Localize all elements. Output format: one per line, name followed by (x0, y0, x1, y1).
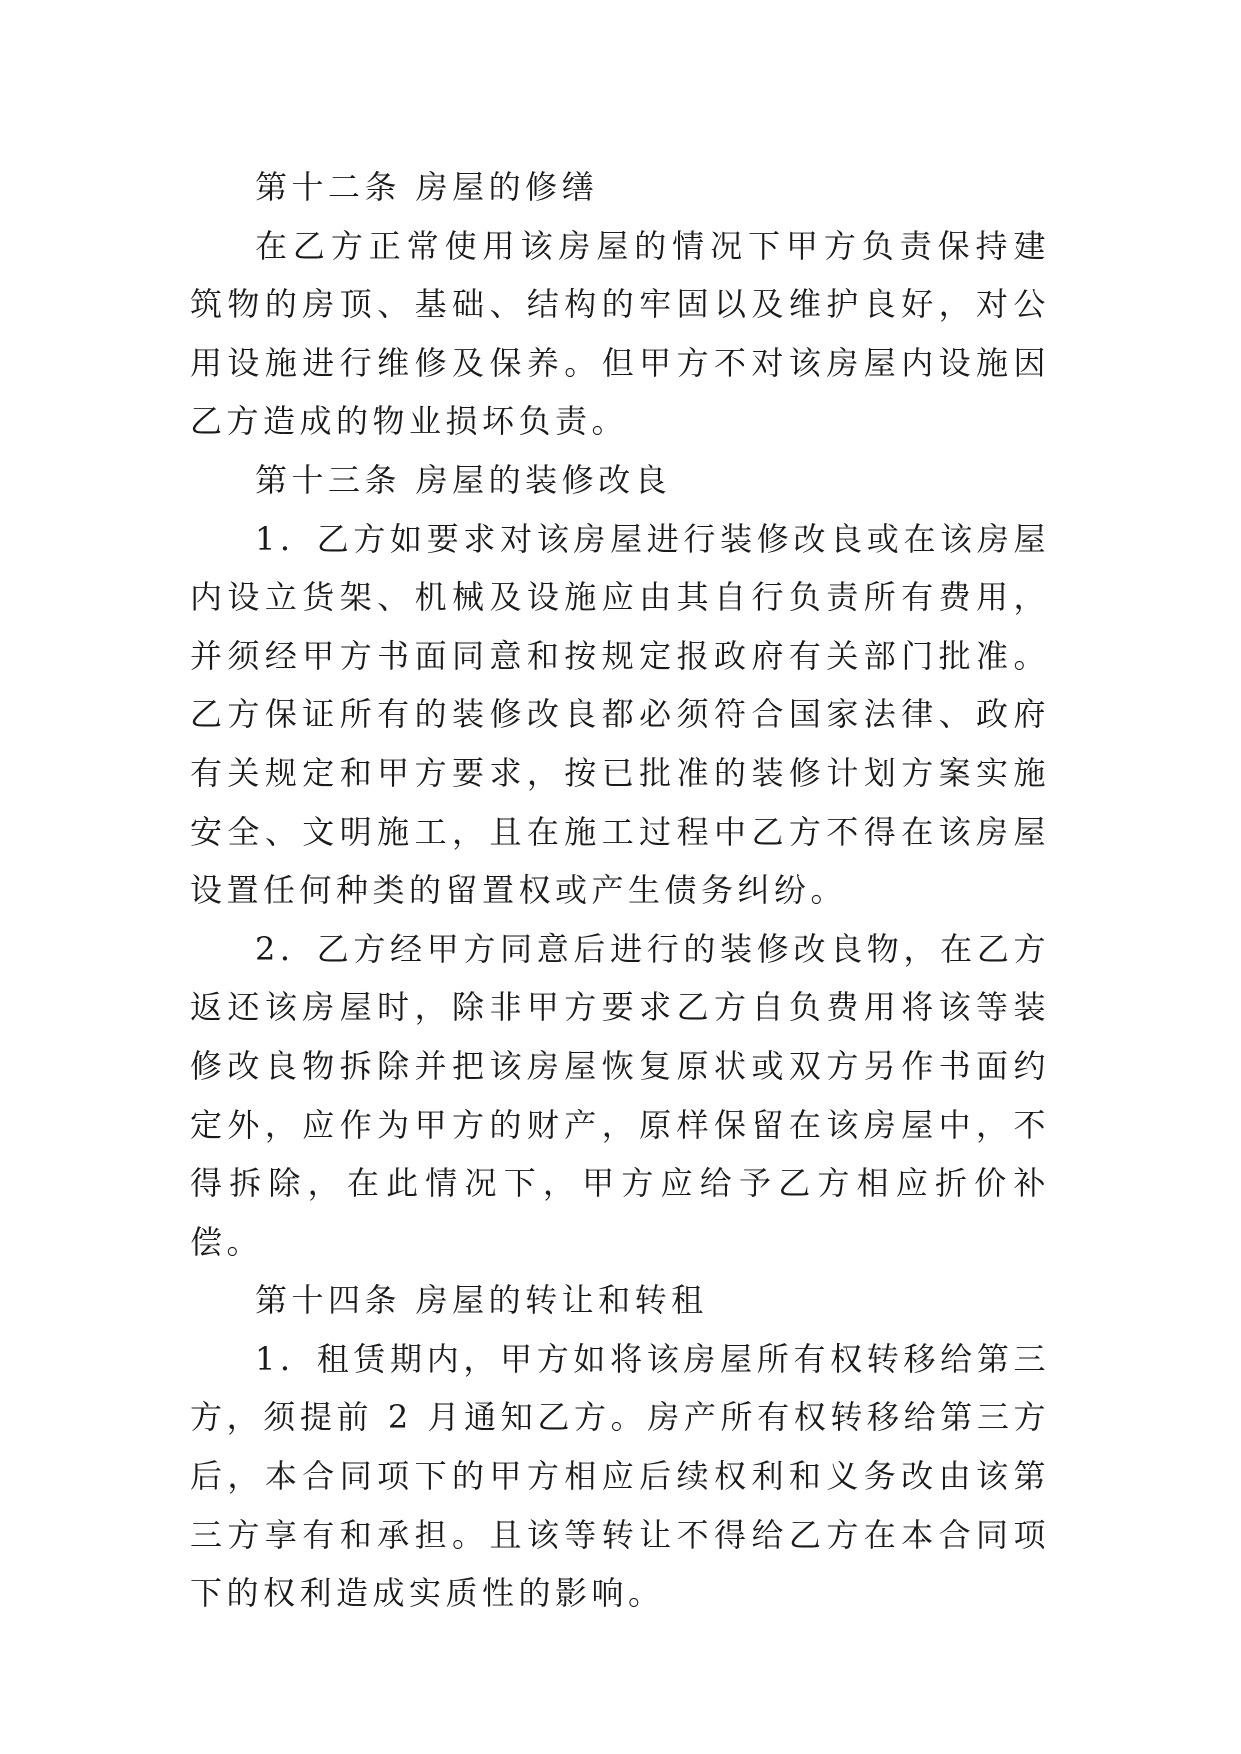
article-14-clause-1: 1．租赁期内，甲方如将该房屋所有权转移给第三方，须提前 2 月通知乙方。房产所有权转移给第三方后，本合同项下的甲方相应后续权利和义务改由该第三方享有和承担。且该等转让不得给乙方在本合同项下的权利造成实质性的影响。 (190, 1339, 1050, 1613)
article-12-body: 在乙方正常使用该房屋的情况下甲方负责保持建筑物的房顶、基础、结构的牢固以及维护良好，对公用设施进行维修及保养。但甲方不对该房屋内设施因乙方造成的物业损坏负责。 (190, 226, 1050, 441)
article-12-heading: 第十二条 房屋的修缮 (255, 168, 599, 206)
document-body (190, 158, 1050, 1623)
article-14-heading: 第十四条 房屋的转让和转租 (255, 1281, 708, 1320)
article-13-clause-1: 1．乙方如要求对该房屋进行装修改良或在该房屋内设立货架、机械及设施应由其自行负责所有费用，并须经甲方书面同意和按规定报政府有关部门批准。乙方保证所有的装修改良都必须符合国家法律、政府有关规定和甲方要求，按已批准的装修计划方案实施安全、文明施工，且在施工过程中乙方不得在该房屋设置任何种类的留置权或产生债务纠纷。 (190, 519, 1050, 910)
article-13-heading: 第十三条 房屋的装修改良 (255, 460, 672, 499)
article-13-clause-2: 2．乙方经甲方同意后进行的装修改良物，在乙方返还该房屋时，除非甲方要求乙方自负费用将该等装修改良物拆除并把该房屋恢复原状或双方另作书面约定外，应作为甲方的财产，原样保留在该房屋中，不得拆除，在此情况下，甲方应给予乙方相应折价补偿。 (190, 929, 1050, 1261)
